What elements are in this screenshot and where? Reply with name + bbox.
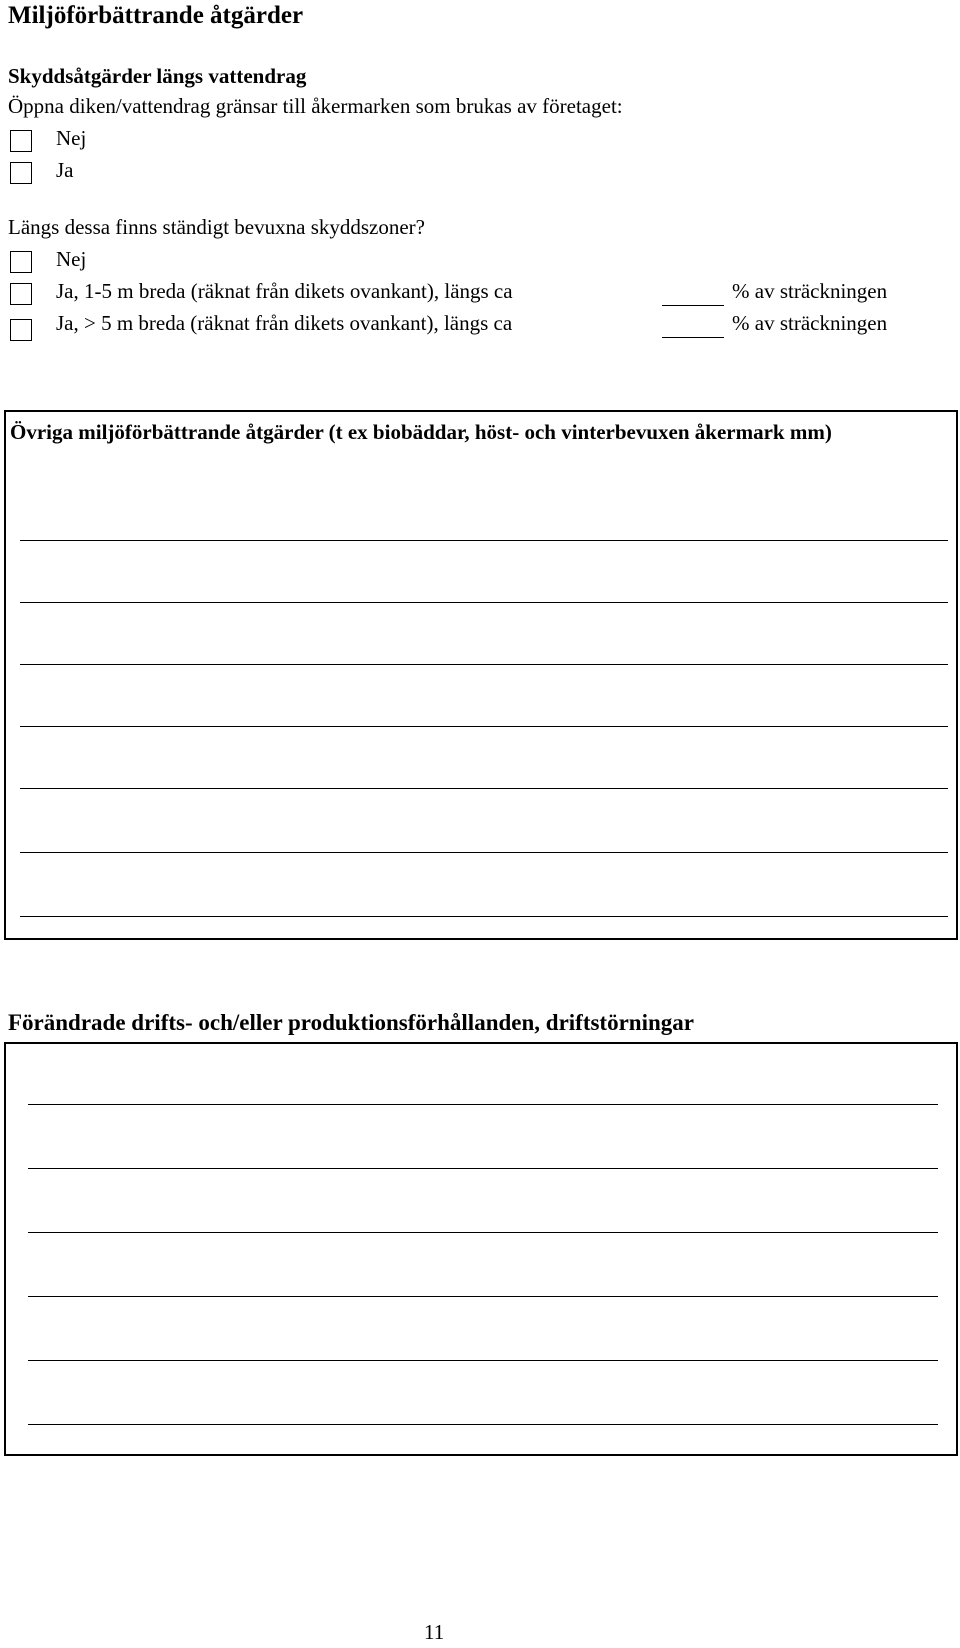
write-line[interactable] [20,602,948,603]
section-heading-forandrade: Förändrade drifts- och/eller produktionsförhållanden, driftstörningar [8,1010,694,1035]
label-diken-ja: Ja [56,158,74,182]
write-line[interactable] [20,916,948,917]
ovriga-atgarder-title: Övriga miljöförbättrande åtgärder (t ex biobäddar, höst- och vinterbevuxen åkermark mm) [10,420,832,444]
page-number: 11 [424,1620,445,1644]
percent-field-1-5m[interactable] [662,305,724,306]
suffix-over-5m: % av sträckningen [732,311,888,335]
section-heading-skyddsatgarder: Skyddsåtgärder längs vattendrag [8,64,307,88]
write-line[interactable] [20,664,948,665]
forandrade-box [4,1042,958,1456]
suffix-1-5m: % av sträckningen [732,279,888,303]
question-skyddszoner: Längs dessa finns ständigt bevuxna skyddszoner? [8,215,425,239]
label-skyddszon-1-5m: Ja, 1-5 m breda (räknat från dikets ovankant), längs ca [56,279,513,303]
write-line[interactable] [20,726,948,727]
write-line[interactable] [28,1104,938,1105]
checkbox-skyddszon-nej[interactable] [10,251,32,273]
checkbox-diken-nej[interactable] [10,130,32,152]
write-line[interactable] [20,852,948,853]
checkbox-diken-ja[interactable] [10,162,32,184]
checkbox-skyddszon-over-5m[interactable] [10,319,32,341]
write-line[interactable] [20,788,948,789]
write-line[interactable] [20,540,948,541]
page-title: Miljöförbättrande åtgärder [8,2,304,29]
write-line[interactable] [28,1168,938,1169]
question-diken: Öppna diken/vattendrag gränsar till åkermarken som brukas av företaget: [8,94,623,118]
label-skyddszon-nej: Nej [56,247,87,271]
label-diken-nej: Nej [56,126,87,150]
write-line[interactable] [28,1296,938,1297]
ovriga-atgarder-box [4,410,958,940]
checkbox-skyddszon-1-5m[interactable] [10,283,32,305]
write-line[interactable] [28,1424,938,1425]
write-line[interactable] [28,1360,938,1361]
label-skyddszon-over-5m: Ja, > 5 m breda (räknat från dikets ovankant), längs ca [56,311,513,335]
percent-field-over-5m[interactable] [662,337,724,338]
write-line[interactable] [28,1232,938,1233]
